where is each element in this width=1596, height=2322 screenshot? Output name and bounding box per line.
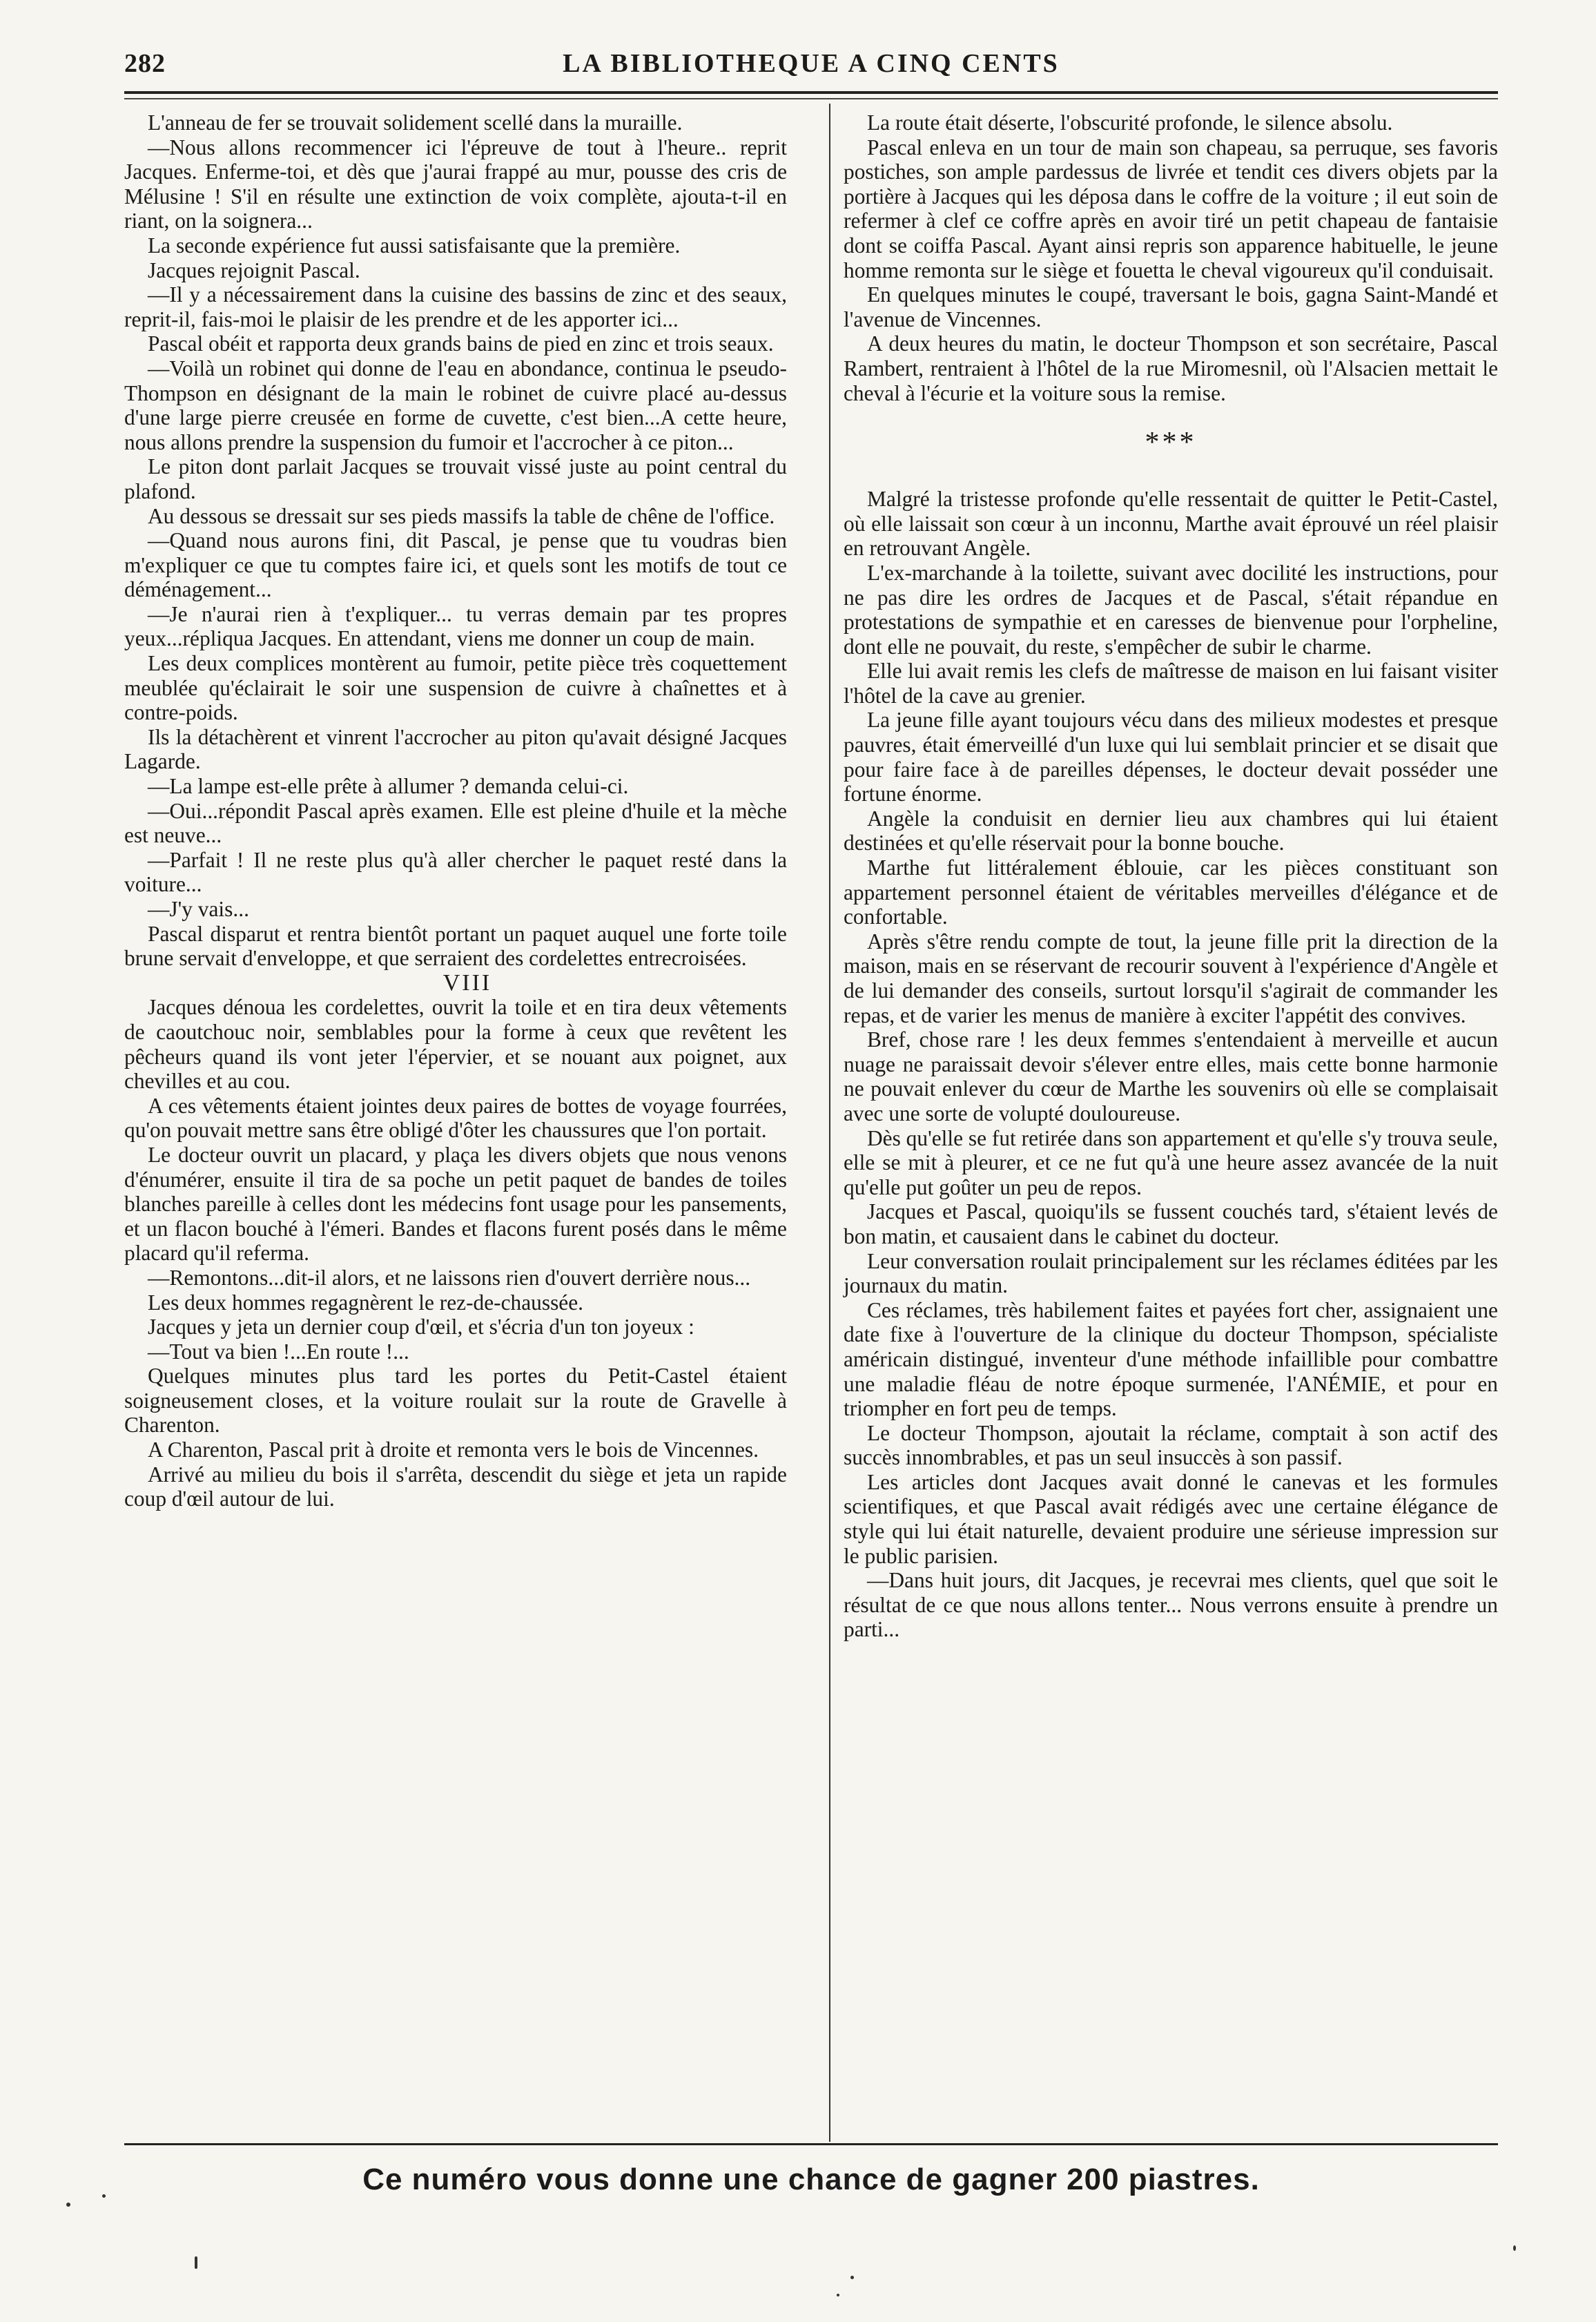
- print-speck: [66, 2203, 70, 2207]
- header-rule: [124, 91, 1498, 94]
- paragraph: Les articles dont Jacques avait donné le canevas et les formules scientifiques, et que Pascal avait rédigés avec une certaine élégance de style qui lui était naturelle, devaient produire une sérieuse impression sur le public parisien.: [844, 1469, 1498, 1568]
- paragraph: Dès qu'elle se fut retirée dans son appartement et qu'elle s'y trouva seule, elle se mit à pleurer, et ce ne fut qu'à une heure assez avancée de la nuit qu'elle put goûter un peu de repos.: [844, 1125, 1498, 1199]
- paragraph: Jacques et Pascal, quoiqu'ils se fussent couchés tard, s'étaient levés de bon matin, et causaient dans le cabinet du docteur.: [844, 1199, 1498, 1248]
- print-speck: [102, 2194, 106, 2198]
- section-break-asterism: ***: [1145, 427, 1197, 459]
- paragraph: Le docteur Thompson, ajoutait la réclame, comptait à son actif des succès innombrables, et pas un seul insuccès à son passif.: [844, 1420, 1498, 1470]
- chapter-heading: VIII: [442, 969, 492, 996]
- paragraph: Les deux hommes regagnèrent le rez-de-chaussée.: [148, 1290, 584, 1315]
- paragraph: A deux heures du matin, le docteur Thompson et son secrétaire, Pascal Rambert, rentraient à l'hôtel de la rue Miromesnil, où l'Alsacien mettait le cheval à l'écurie et la voiture sous la remise.: [844, 331, 1498, 405]
- paragraph: Après s'être rendu compte de tout, la jeune fille prit la direction de la maison, mais en se réservant de recourir souvent à l'expérience d'Angèle et de lui demander des conseils, surtout lorsqu'il s'agirait de commander les repas, et de varier les menus de manière à exciter l'appétit des convives.: [844, 929, 1498, 1027]
- paragraph: —Parfait ! Il ne reste plus qu'à aller chercher le paquet resté dans la voiture...: [124, 847, 787, 897]
- paragraph: Marthe fut littéralement éblouie, car les pièces constituant son appartement personnel étaient de véritables merveilles d'élégance et de confortable.: [844, 855, 1498, 929]
- paragraph: —Oui...répondit Pascal après examen. Elle est pleine d'huile et la mèche est neuve...: [124, 798, 787, 848]
- paragraph: Le docteur ouvrit un placard, y plaça les divers objets que nous venons d'énumérer, ensuite il tira de sa poche un petit paquet de bandes de toiles blanches pareille à celles dont les médecins font usage pour les pansements, et un flacon bouché à l'émeri. Bandes et flacons furent posés dans le même placard qu'il referma.: [124, 1142, 787, 1266]
- print-speck: [837, 2294, 839, 2296]
- print-speck: [850, 2276, 854, 2279]
- paragraph: La jeune fille ayant toujours vécu dans des milieux modestes et presque pauvres, était émerveillé d'un luxe qui lui semblait princier et se disait que pour faire face à de pareilles dépenses, le docteur devait posséder une fortune énorme.: [844, 708, 1498, 806]
- bottom-rule: [124, 2143, 1498, 2145]
- running-title: LA BIBLIOTHEQUE A CINQ CENTS: [563, 49, 1060, 78]
- paragraph: —Dans huit jours, dit Jacques, je recevrai mes clients, quel que soit le résultat de ce que nous allons tenter... Nous verrons ensuite à prendre un parti...: [844, 1568, 1498, 1642]
- left-paragraphs-after: [124, 995, 787, 1511]
- column-divider: [829, 104, 830, 2142]
- paragraph: A ces vêtements étaient jointes deux paires de bottes de voyage fourrées, qu'on pouvait mettre sans être obligé d'ôter les chaussures que l'on portait.: [124, 1093, 787, 1143]
- paragraph: La seconde expérience fut aussi satisfaisante que la première.: [148, 233, 681, 258]
- paragraph: Elle lui avait remis les clefs de maîtresse de maison en lui faisant visiter l'hôtel de la cave au grenier.: [844, 659, 1498, 708]
- paragraph: Bref, chose rare ! les deux femmes s'entendaient à merveille et aucun nuage ne paraissait devoir s'élever entre elles, mais cette bonne harmonie ne pouvait enlever du cœur de Marthe les souvenirs où elle se complaisait avec une sorte de volupté douloureuse.: [844, 1027, 1498, 1125]
- print-speck: [195, 2256, 197, 2269]
- paragraph: Pascal disparut et rentra bientôt portant un paquet auquel une forte toile brune servait d'enveloppe, et que serraient des cordelettes entrecroisées.: [124, 921, 787, 971]
- paragraph: —Il y a nécessairement dans la cuisine des bassins de zinc et des seaux, reprit-il, fais-moi le plaisir de les prendre et de les apporter ici...: [124, 282, 787, 331]
- paragraph: Ces réclames, très habilement faites et payées fort cher, assignaient une date fixe à l'ouverture de la clinique du docteur Thompson, spécialiste américain distingué, inventeur d'une méthode infaillible pour combattre une maladie fléau de notre époque surmenée, l'ANÉMIE, et pour en triompher en fort peu de temps.: [844, 1297, 1498, 1421]
- right-paragraphs-before: [844, 110, 1498, 405]
- paragraph: Arrivé au milieu du bois il s'arrêta, descendit du siège et jeta un rapide coup d'œil autour de lui.: [124, 1462, 787, 1511]
- paragraph: Au dessous se dressait sur ses pieds massifs la table de chêne de l'office.: [148, 503, 775, 528]
- paragraph: Ils la détachèrent et vinrent l'accrocher au piton qu'avait désigné Jacques Lagarde.: [124, 724, 787, 774]
- header-rule-thin: [124, 98, 1498, 99]
- paragraph: —Nous allons recommencer ici l'épreuve de tout à l'heure.. reprit Jacques. Enferme-toi, et dès que j'aurai frappé au mur, pousse des cris de Mélusine ! S'il en résulte une extinction de voix complète, ajouta-t-il en riant, on la soignera...: [124, 135, 787, 233]
- paragraph: Les deux complices montèrent au fumoir, petite pièce très coquettement meublée qu'éclairait le soir une suspension de cuivre à chaînettes et à contre-poids.: [124, 651, 787, 725]
- print-speck: [1513, 2245, 1516, 2251]
- paragraph: Pascal obéit et rapporta deux grands bains de pied en zinc et trois seaux.: [148, 331, 774, 356]
- paragraph: Malgré la tristesse profonde qu'elle ressentait de quitter le Petit-Castel, où elle laissait son cœur à un inconnu, Marthe avait éprouvé un réel plaisir en retrouvant Angèle.: [844, 487, 1498, 561]
- paragraph: —Voilà un robinet qui donne de l'eau en abondance, continua le pseudo-Thompson en désignant de la main le robinet de cuivre placé au-dessus d'une large pierre creusée en forme de cuvette, c'est bien...A cette heure, nous allons prendre la suspension du fumoir et l'accrocher à ce piton...: [124, 356, 787, 454]
- paragraph: En quelques minutes le coupé, traversant le bois, gagna Saint-Mandé et l'avenue de Vincennes.: [844, 282, 1498, 331]
- paragraph: Quelques minutes plus tard les portes du Petit-Castel étaient soigneusement closes, et la voiture roulait sur la route de Gravelle à Charenton.: [124, 1364, 787, 1438]
- paragraph: L'anneau de fer se trouvait solidement scellé dans la muraille.: [148, 110, 683, 135]
- paragraph: Jacques y jeta un dernier coup d'œil, et s'écria d'un ton joyeux :: [148, 1315, 694, 1339]
- right-paragraphs-after: [844, 487, 1498, 1642]
- paragraph: L'ex-marchande à la toilette, suivant avec docilité les instructions, pour ne pas dire les ordres de Jacques et de Pascal, s'était répandue en protestations de sympathie et en caresses de bienvenue pour l'orpheline, dont elle ne pouvait, du reste, s'empêcher de subir le charme.: [844, 560, 1498, 659]
- paragraph: —Je n'aurai rien à t'expliquer... tu verras demain par tes propres yeux...répliqua Jacques. En attendant, viens me donner un coup de main.: [124, 601, 787, 651]
- paragraph: Le piton dont parlait Jacques se trouvait vissé juste au point central du plafond.: [124, 454, 787, 503]
- paragraph: La route était déserte, l'obscurité profonde, le silence absolu.: [867, 110, 1393, 135]
- paragraph: —J'y vais...: [148, 897, 249, 921]
- paragraph: —La lampe est-elle prête à allumer ? demanda celui-ci.: [148, 774, 629, 799]
- paragraph: —Remontons...dit-il alors, et ne laissons rien d'ouvert derrière nous...: [148, 1265, 751, 1290]
- page-number: 282: [124, 49, 166, 78]
- paragraph: Jacques rejoignit Pascal.: [148, 258, 360, 282]
- paragraph: Jacques dénoua les cordelettes, ouvrit la toile et en tira deux vêtements de caoutchouc noir, semblables pour la forme à ceux que revêtent les pêcheurs quand ils vont jeter l'épervier, et se nouant aux poignet, aux chevilles et au cou.: [124, 995, 787, 1094]
- paragraph: Angèle la conduisit en dernier lieu aux chambres qui lui étaient destinées et qu'elle réservait pour la bonne bouche.: [844, 806, 1498, 855]
- footer-banner: Ce numéro vous donne une chance de gagner 200 piastres.: [362, 2163, 1260, 2196]
- paragraph: —Quand nous aurons fini, dit Pascal, je pense que tu voudras bien m'expliquer ce que tu comptes faire ici, et quels sont les motifs de tout ce déménagement...: [124, 528, 787, 602]
- paragraph: Leur conversation roulait principalement sur les réclames éditées par les journaux du matin.: [844, 1248, 1498, 1298]
- left-paragraphs-before: [124, 110, 787, 971]
- paragraph: Pascal enleva en un tour de main son chapeau, sa perruque, ses favoris postiches, son ample pardessus de livrée et tendit ces divers objets par la portière à Jacques qui les déposa dans le coffre de la voiture ; il eut soin de refermer à clef ce coffre après en avoir tiré un petit chapeau de fantaisie dont se coiffa Pascal. Ayant ainsi repris son apparence habituelle, le jeune homme remonta sur le siège et fouetta le cheval vigoureux qu'il conduisait.: [844, 135, 1498, 282]
- left-column: [124, 110, 787, 1511]
- right-column: [844, 110, 1498, 1642]
- page-header: [124, 43, 1498, 91]
- paragraph: A Charenton, Pascal prit à droite et remonta vers le bois de Vincennes.: [148, 1438, 759, 1462]
- paragraph: —Tout va bien !...En route !...: [148, 1339, 409, 1364]
